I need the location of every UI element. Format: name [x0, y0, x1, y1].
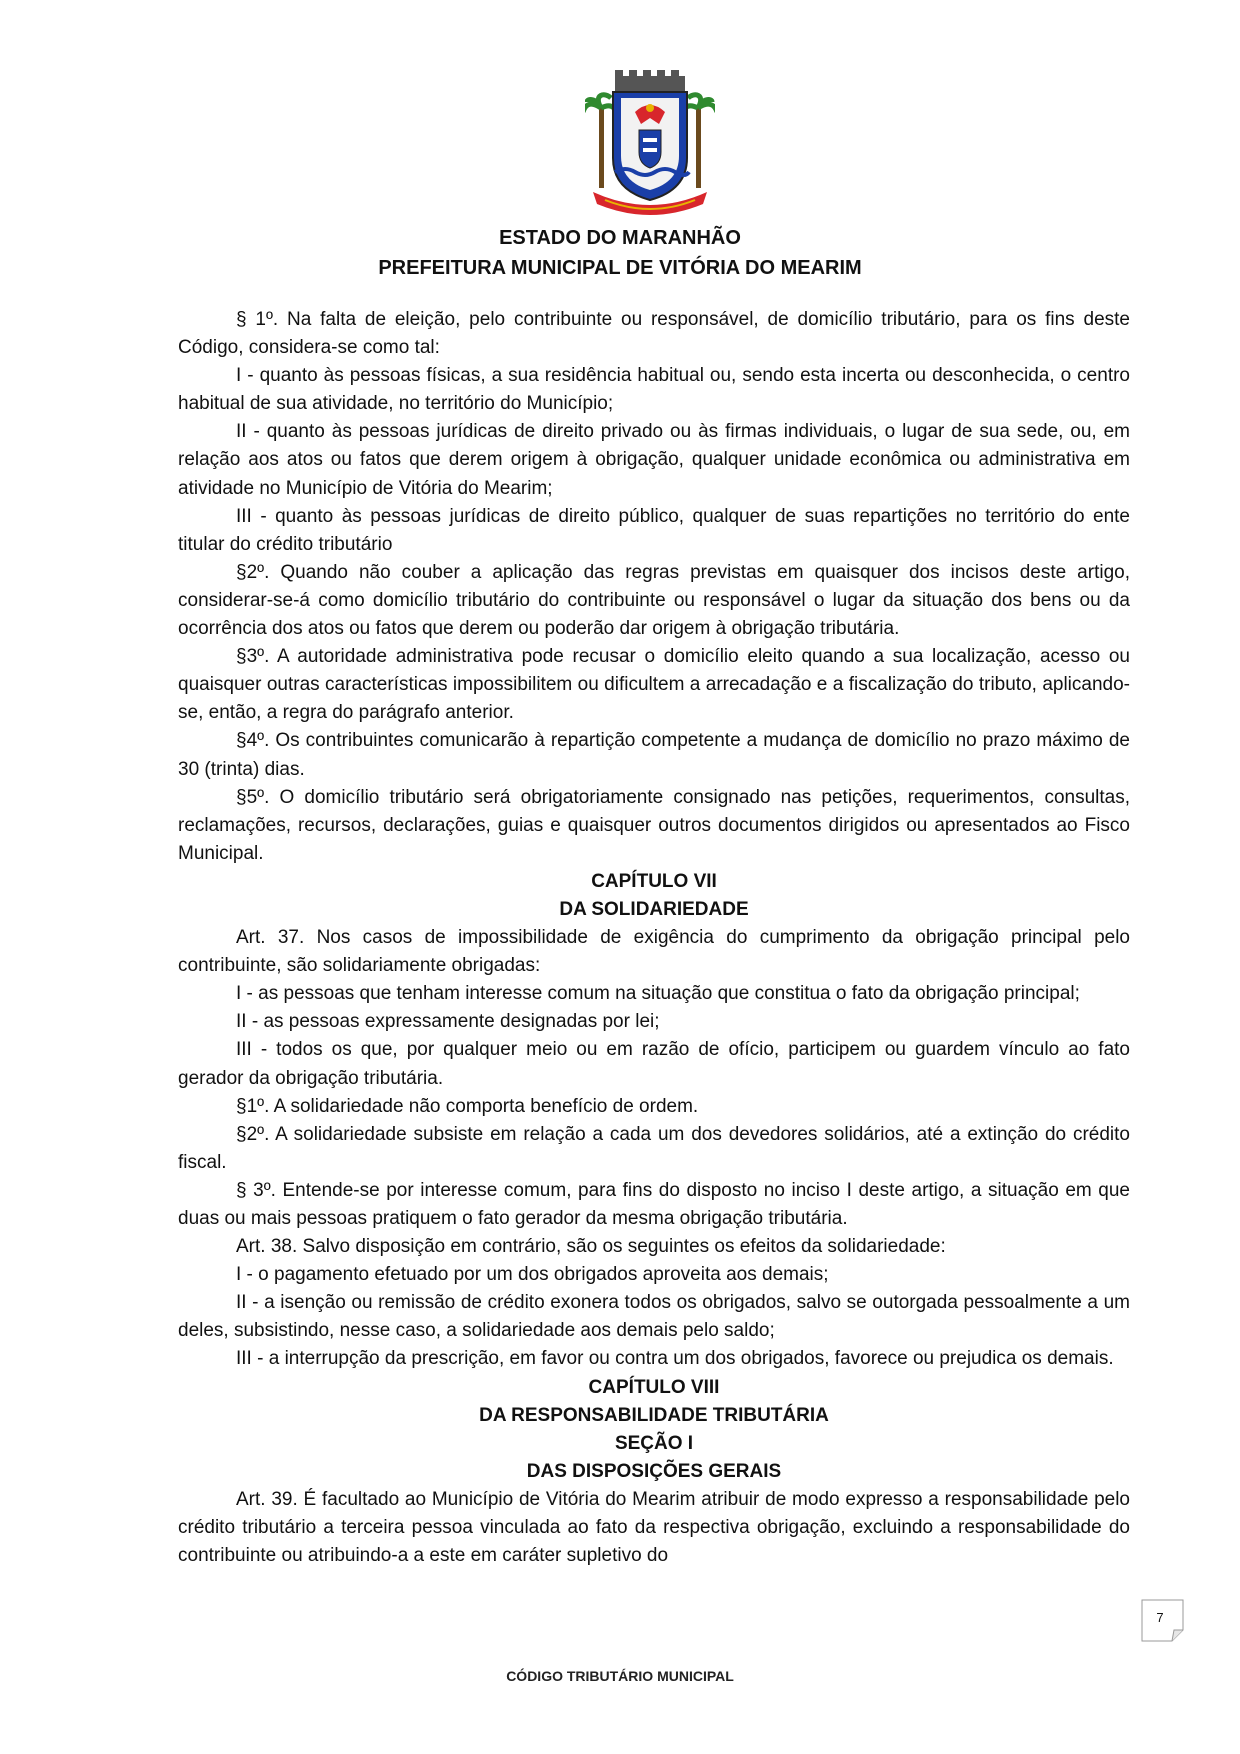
header-state-line: ESTADO DO MARANHÃO [499, 227, 741, 249]
body-paragraph: §4º. Os contribuintes comunicarão à repartição competente a mudança de domicílio no prazo máximo de 30 (trinta) dias. [178, 730, 1130, 780]
section-heading: DA SOLIDARIEDADE [559, 898, 749, 920]
section-heading: CAPÍTULO VII [591, 870, 717, 892]
document-body [178, 306, 1130, 1570]
body-paragraph: I - o pagamento efetuado por um dos obrigados aproveita aos demais; [236, 1264, 829, 1286]
body-paragraph: III - a interrupção da prescrição, em favor ou contra um dos obrigados, favorece ou prejudica os demais. [236, 1348, 1114, 1370]
coat-of-arms-icon [585, 68, 715, 218]
body-paragraph: III - todos os que, por qualquer meio ou em razão de ofício, participem ou guardem vínculo ao fato gerador da obrigação tributária. [178, 1039, 1130, 1089]
body-paragraph: §1º. A solidariedade não comporta benefício de ordem. [236, 1095, 699, 1117]
body-paragraph: II - as pessoas expressamente designadas por lei; [236, 1011, 660, 1033]
section-heading: SEÇÃO I [614, 1432, 694, 1454]
body-paragraph: §5º. O domicílio tributário será obrigatoriamente consignado nas petições, requerimentos, consultas, reclamações, recursos, declarações, guias e quaisquer outros documentos dirigidos ou apresentados ao Fisco Municipal. [178, 786, 1130, 864]
page-number: 7 [1156, 1610, 1164, 1625]
left-palm-icon [585, 95, 615, 188]
body-paragraph: III - quanto às pessoas jurídicas de direito público, qualquer de suas repartições no território do ente titular do crédito tributário [178, 505, 1130, 555]
body-paragraph: §3º. A autoridade administrativa pode recusar o domicílio eleito quando a sua localização, acesso ou quaisquer outras características impossibilitem ou dificultem a arrecadação e a fiscalização do tributo, aplicando-se, então, a regra do parágrafo anterior. [178, 646, 1130, 724]
section-heading: DAS DISPOSIÇÕES GERAIS [526, 1460, 782, 1482]
document-header [0, 223, 1240, 283]
body-paragraph: § 3º. Entende-se por interesse comum, para fins do disposto no inciso I deste artigo, a situação em que duas ou mais pessoas pratiquem o fato gerador da mesma obrigação tributária. [178, 1179, 1130, 1229]
document-footer: CÓDIGO TRIBUTÁRIO MUNICIPAL [506, 1668, 734, 1684]
body-paragraph: I - as pessoas que tenham interesse comum na situação que constitua o fato da obrigação principal; [236, 983, 1080, 1005]
section-heading: DA RESPONSABILIDADE TRIBUTÁRIA [479, 1404, 829, 1426]
body-paragraph: §2º. Quando não couber a aplicação das regras previstas em quaisquer dos incisos deste artigo, considerar-se-á como domicílio tributário do contribuinte ou responsável o lugar da situação dos bens ou da ocorrência dos atos ou fatos que derem ou poderão dar origem à obrigação tributária. [178, 561, 1130, 640]
body-paragraph: §2º. A solidariedade subsiste em relação a cada um dos devedores solidários, até a extinção do crédito fiscal. [178, 1123, 1130, 1173]
section-heading: CAPÍTULO VIII [588, 1376, 720, 1398]
body-paragraph: II - a isenção ou remissão de crédito exonera todos os obrigados, salvo se outorgada pessoalmente a um deles, subsistindo, nesse caso, a solidariedade aos demais pelo saldo; [178, 1292, 1130, 1342]
header-municipality-line: PREFEITURA MUNICIPAL DE VITÓRIA DO MEARIM [378, 257, 862, 279]
body-paragraph: Art. 39. É facultado ao Município de Vitória do Mearim atribuir de modo expresso a responsabilidade pelo crédito tributário a terceira pessoa vinculada ao fato da respectiva obrigação, excluindo a responsabilidade do contribuinte ou atribuindo-a a este em caráter supletivo do [178, 1488, 1130, 1567]
body-paragraph: Art. 37. Nos casos de impossibilidade de exigência do cumprimento da obrigação principal pelo contribuinte, são solidariamente obrigadas: [178, 927, 1130, 977]
body-paragraph: § 1º. Na falta de eleição, pelo contribuinte ou responsável, de domicílio tributário, para os fins deste Código, considera-se como tal: [178, 309, 1130, 359]
body-paragraph: I - quanto às pessoas físicas, a sua residência habitual ou, sendo esta incerta ou desconhecida, o centro habitual de sua atividade, no território do Município; [178, 365, 1130, 415]
body-paragraph: Art. 38. Salvo disposição em contrário, são os seguintes os efeitos da solidariedade: [236, 1236, 946, 1258]
body-paragraph: II - quanto às pessoas jurídicas de direito privado ou às firmas individuais, o lugar de sua sede, ou, em relação aos atos ou fatos que derem origem à obrigação, qualquer unidade econômica ou administrativa em atividade no Município de Vitória do Mearim; [178, 421, 1130, 499]
